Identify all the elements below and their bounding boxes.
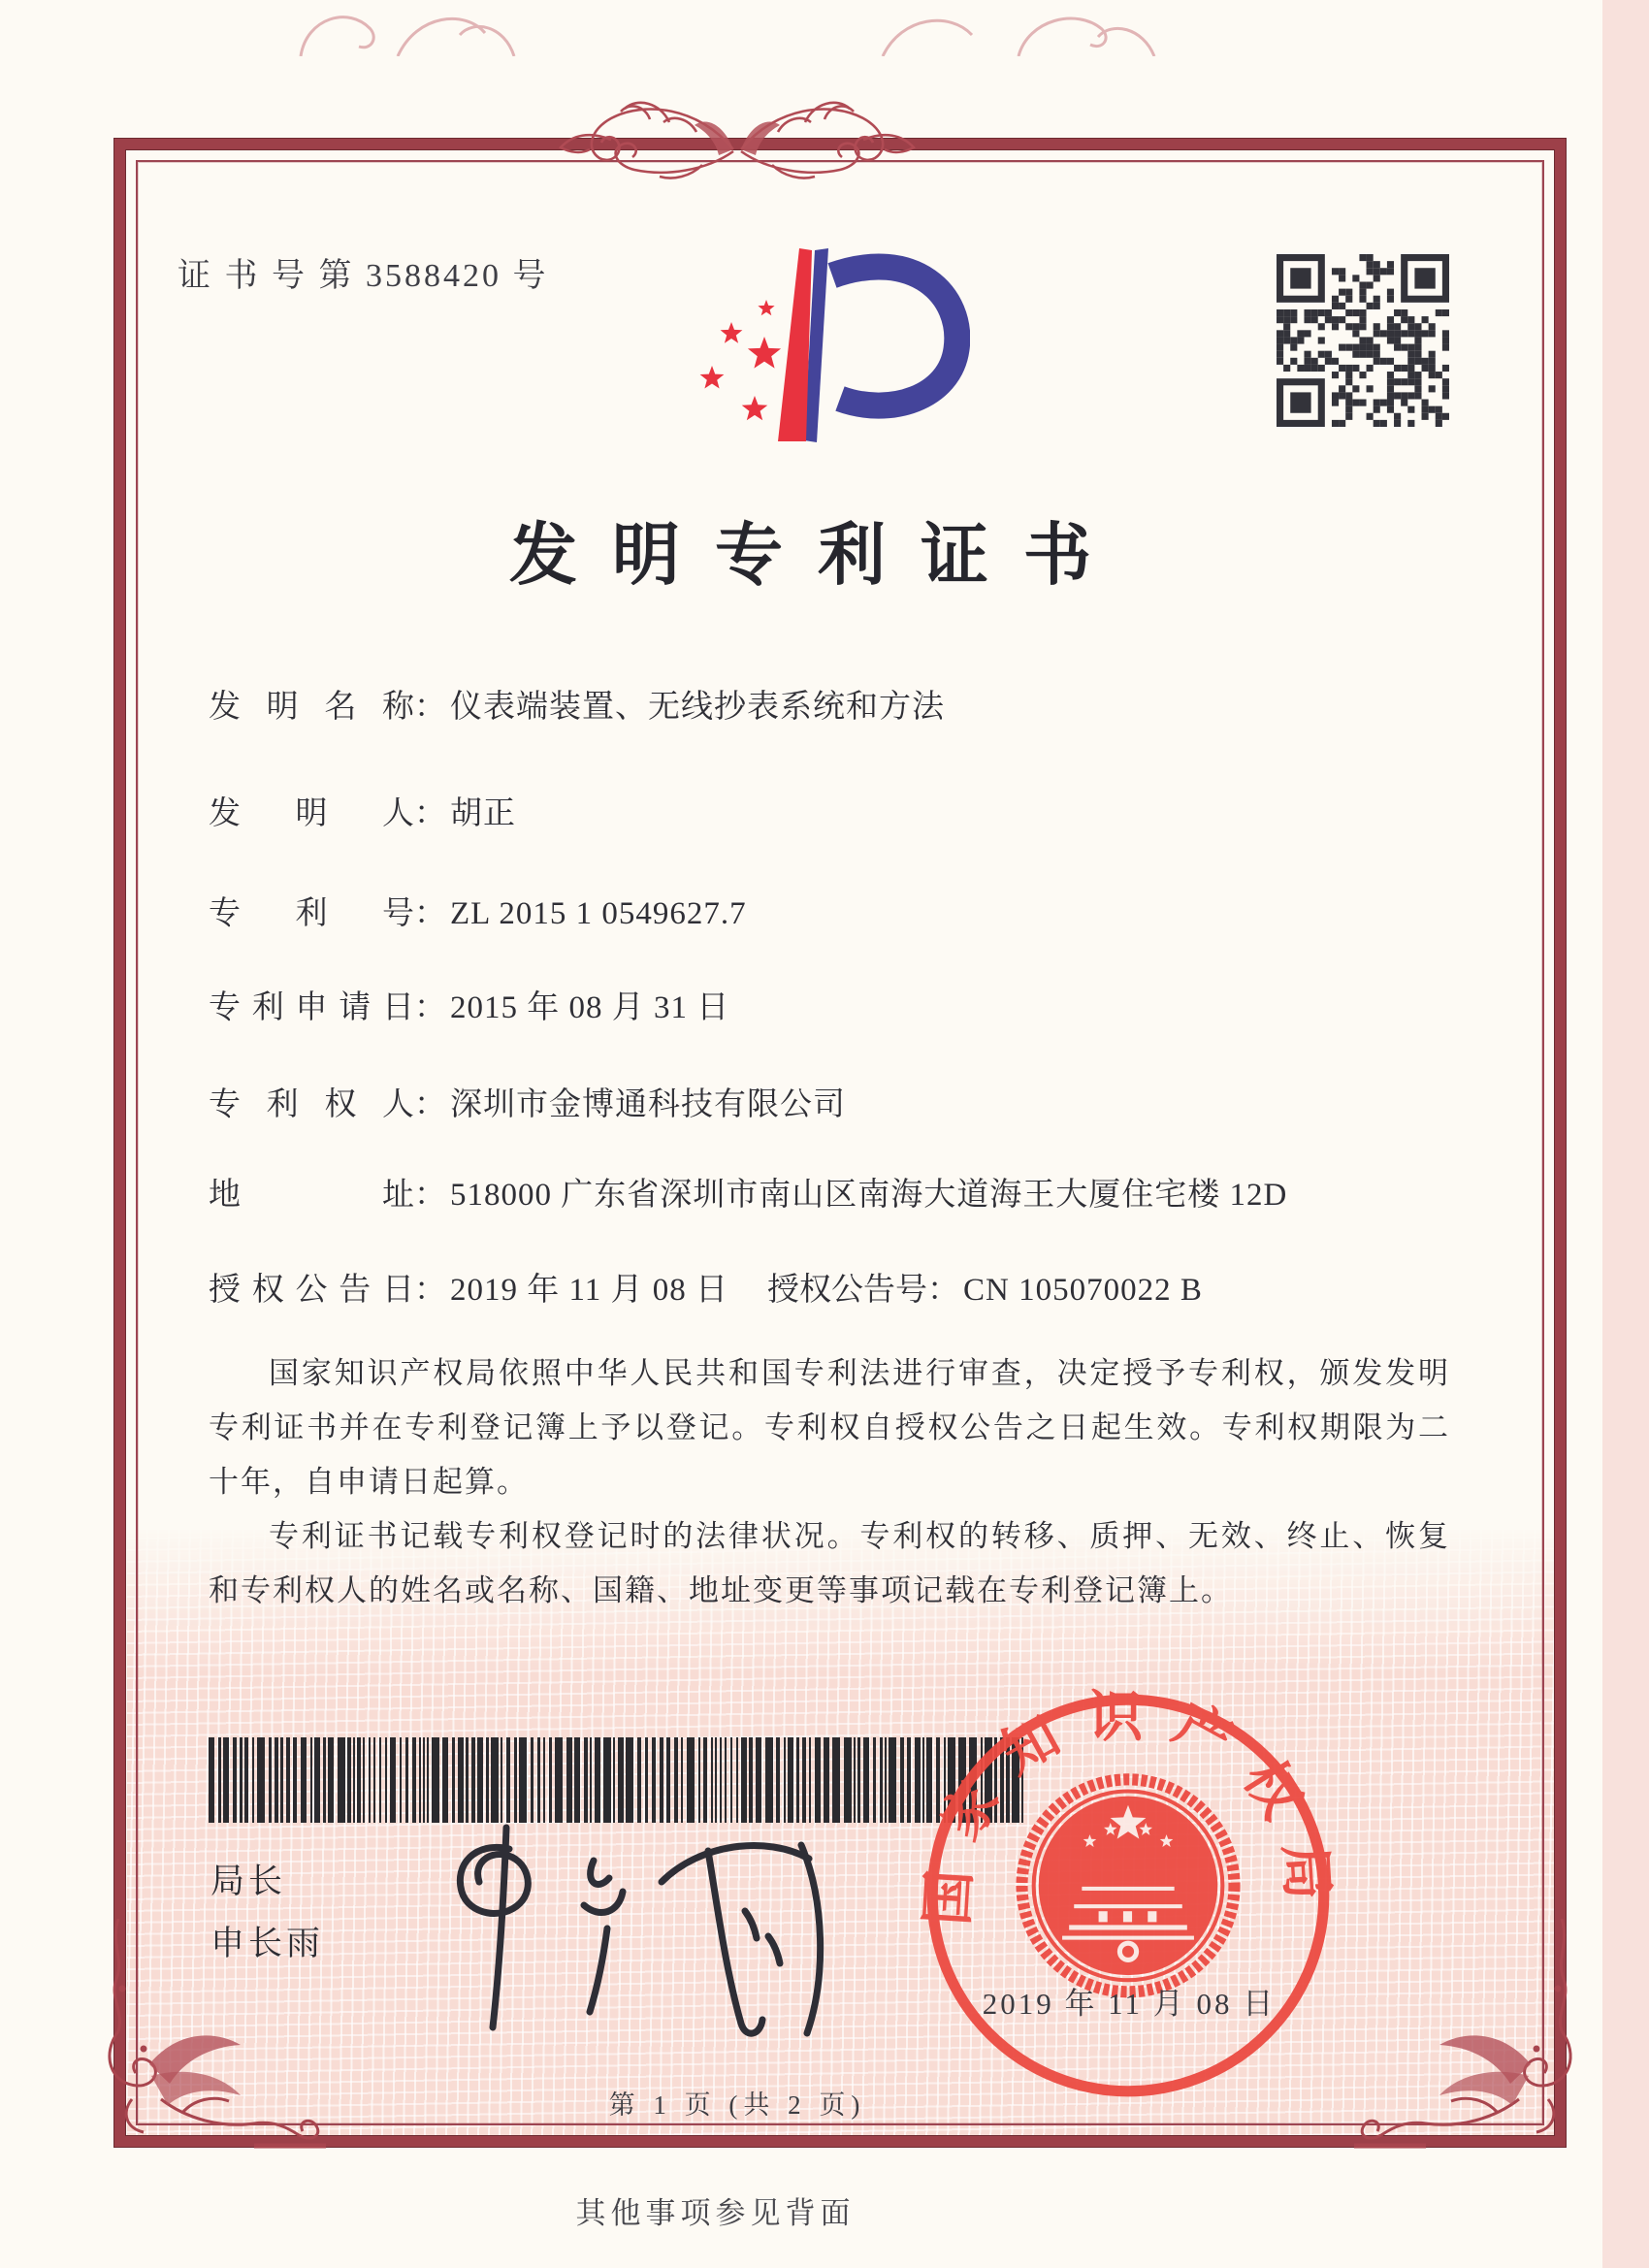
field-inventor: 发明人： 胡正 bbox=[209, 788, 516, 833]
field-value: 仪表端装置、无线抄表系统和方法 bbox=[450, 690, 945, 725]
issuer-title: 局长 bbox=[210, 1863, 287, 1900]
top-center-dragon-ornament bbox=[551, 89, 923, 208]
legal-paragraph-2: 专利证书记载专利权登记时的法律状况。专利权的转移、质押、无效、终止、恢复和专利权人的姓名或名称、国籍、地址变更等事项记载在专利登记簿上。 bbox=[209, 1519, 1450, 1607]
field-value: CN 105070022 B bbox=[963, 1273, 1203, 1308]
certificate-number: 证 书 号 第 3588420 号 bbox=[178, 258, 549, 294]
scan-edge-strip bbox=[1602, 0, 1649, 2268]
field-label: 地址 bbox=[209, 1178, 414, 1213]
national-emblem bbox=[1021, 1779, 1234, 1992]
field-patentee: 专利权人： 深圳市金博通科技有限公司 bbox=[209, 1079, 846, 1124]
field-value: 胡正 bbox=[450, 796, 516, 831]
top-edge-flourish-artifacts bbox=[281, 0, 1203, 56]
field-value: 2015 年 08 月 31 日 bbox=[450, 990, 730, 1025]
field-value: 518000 广东省深圳市南山区南海大道海王大厦住宅楼 12D bbox=[450, 1178, 1288, 1213]
legal-paragraph-1: 国家知识产权局依照中华人民共和国专利法进行审查，决定授予专利权，颁发发明专利证书并在专利登记簿上予以登记。专利权自授权公告之日起生效。专利权期限为二十年，自申请日起算。 bbox=[209, 1356, 1450, 1499]
field-address: 地址： 518000 广东省深圳市南山区南海大道海王大厦住宅楼 12D bbox=[209, 1169, 1287, 1215]
field-value: ZL 2015 1 0549627.7 bbox=[450, 896, 747, 931]
certificate-title: 发明专利证书 bbox=[509, 519, 1126, 594]
field-invention-name: 发明名称： 仪表端装置、无线抄表系统和方法 bbox=[209, 681, 945, 727]
page-number: 第 1 页 (共 2 页) bbox=[608, 2090, 866, 2120]
back-side-note: 其他事项参见背面 bbox=[575, 2196, 856, 2230]
bottom-right-corner-ornament bbox=[1354, 1919, 1587, 2161]
seal-date: 2019 年 11 月 08 日 bbox=[982, 1987, 1277, 2021]
signature-icon bbox=[417, 1822, 834, 2050]
official-seal-icon bbox=[917, 1684, 1340, 2107]
legal-text bbox=[209, 1346, 1450, 1618]
field-value: 2019 年 11 月 08 日 bbox=[450, 1273, 729, 1308]
field-label: 专利权人 bbox=[209, 1087, 414, 1122]
logo-stars bbox=[700, 300, 782, 420]
field-patent-number: 专利号： ZL 2015 1 0549627.7 bbox=[209, 888, 747, 933]
field-label: 发明人 bbox=[209, 796, 414, 831]
field-label: 专利申请日 bbox=[209, 990, 414, 1025]
field-label: 授权公告号 bbox=[767, 1273, 928, 1308]
field-grant-line: 授权公告日： 2019 年 11 月 08 日 授权公告号： CN 105070022 B bbox=[209, 1264, 1203, 1310]
cnipa-patent-logo-icon bbox=[669, 239, 970, 447]
field-label: 授权公告日 bbox=[209, 1273, 414, 1308]
barcode-icon bbox=[209, 1737, 1031, 1823]
field-value: 深圳市金博通科技有限公司 bbox=[450, 1087, 846, 1122]
field-application-date: 专利申请日： 2015 年 08 月 31 日 bbox=[209, 982, 729, 1027]
seal-ring-text: 国家知识产权局 bbox=[917, 1686, 1340, 1928]
field-label: 专利号 bbox=[209, 896, 414, 931]
issuer-name: 申长雨 bbox=[210, 1925, 325, 1962]
field-label: 发明名称 bbox=[209, 690, 414, 725]
qr-code-icon bbox=[1277, 254, 1449, 427]
